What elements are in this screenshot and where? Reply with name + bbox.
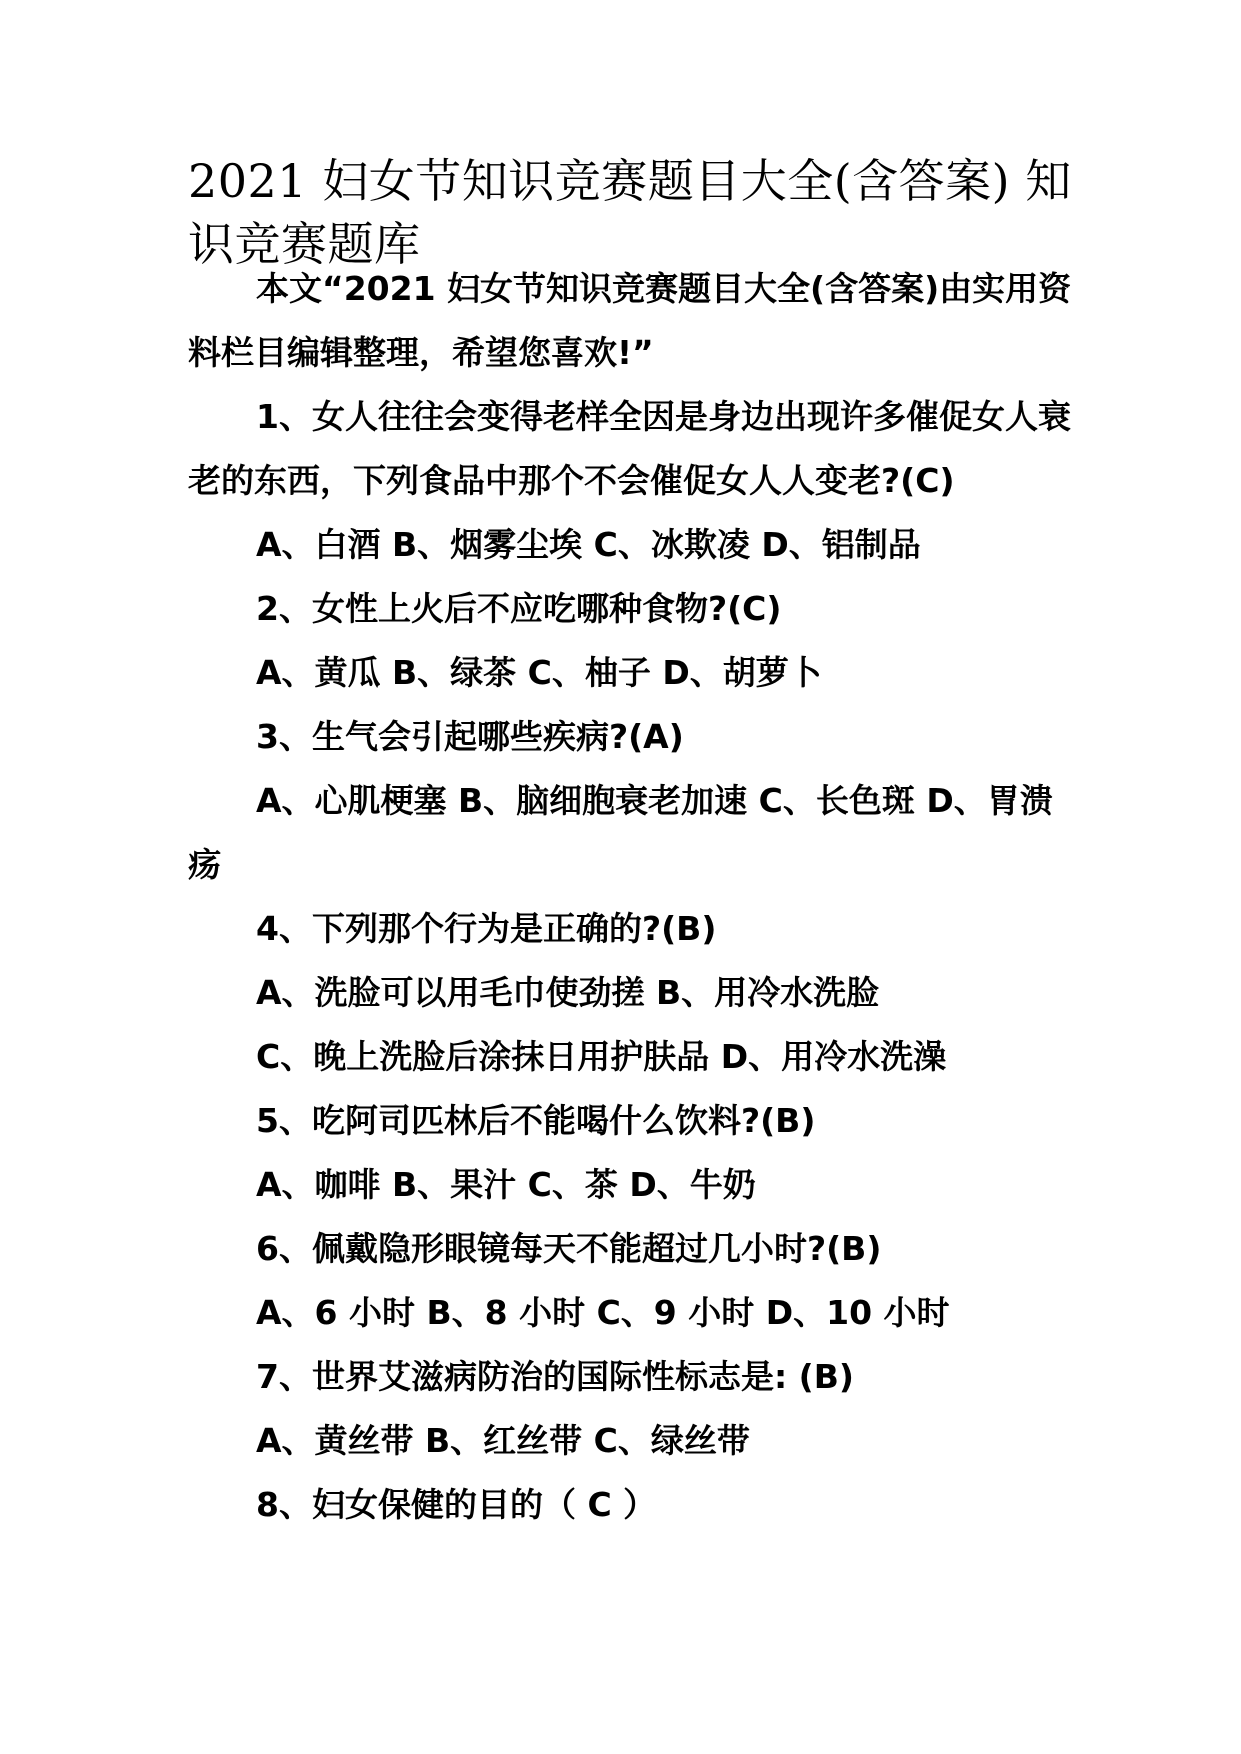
question-1-options: A、白酒 B、烟雾尘埃 C、冰欺凌 D、铝制品 [256,525,921,564]
question-4-options-line-1: A、洗脸可以用毛巾使劲搓 B、用冷水洗脸 [256,973,880,1012]
question-3: 3、生气会引起哪些疾病?(A) [256,717,684,756]
intro-paragraph: 本文“2021 妇女节知识竞赛题目大全(含答案)由实用资料栏目编辑整理，希望您喜欢!” [188,269,1072,372]
question-3-options: A、心肌梗塞 B、脑细胞衰老加速 C、长色斑 D、胃溃疡 [188,781,1053,884]
question-1: 1、女人往往会变得老样全因是身边出现许多催促女人衰老的东西，下列食品中那个不会催促女人人变老?(C) [188,397,1071,500]
document-body [188,257,1078,1537]
question-4-options-line-2: C、晚上洗脸后涂抹日用护肤品 D、用冷水洗澡 [256,1037,947,1076]
question-2: 2、女性上火后不应吃哪种食物?(C) [256,589,782,628]
question-2-options: A、黄瓜 B、绿茶 C、柚子 D、胡萝卜 [256,653,822,692]
question-5: 5、吃阿司匹林后不能喝什么饮料?(B) [256,1101,816,1140]
question-4: 4、下列那个行为是正确的?(B) [256,909,717,948]
question-6-options: A、6 小时 B、8 小时 C、9 小时 D、10 小时 [256,1293,950,1332]
question-7: 7、世界艾滋病防治的国际性标志是: (B) [256,1357,854,1396]
document-title: 2021 妇女节知识竞赛题目大全(含答案) 知识竞赛题库 [188,154,1072,271]
question-7-options: A、黄丝带 B、红丝带 C、绿丝带 [256,1421,750,1460]
question-6: 6、佩戴隐形眼镜每天不能超过几小时?(B) [256,1229,882,1268]
question-5-options: A、咖啡 B、果汁 C、茶 D、牛奶 [256,1165,756,1204]
question-8: 8、妇女保健的目的（ C ） [256,1485,657,1524]
